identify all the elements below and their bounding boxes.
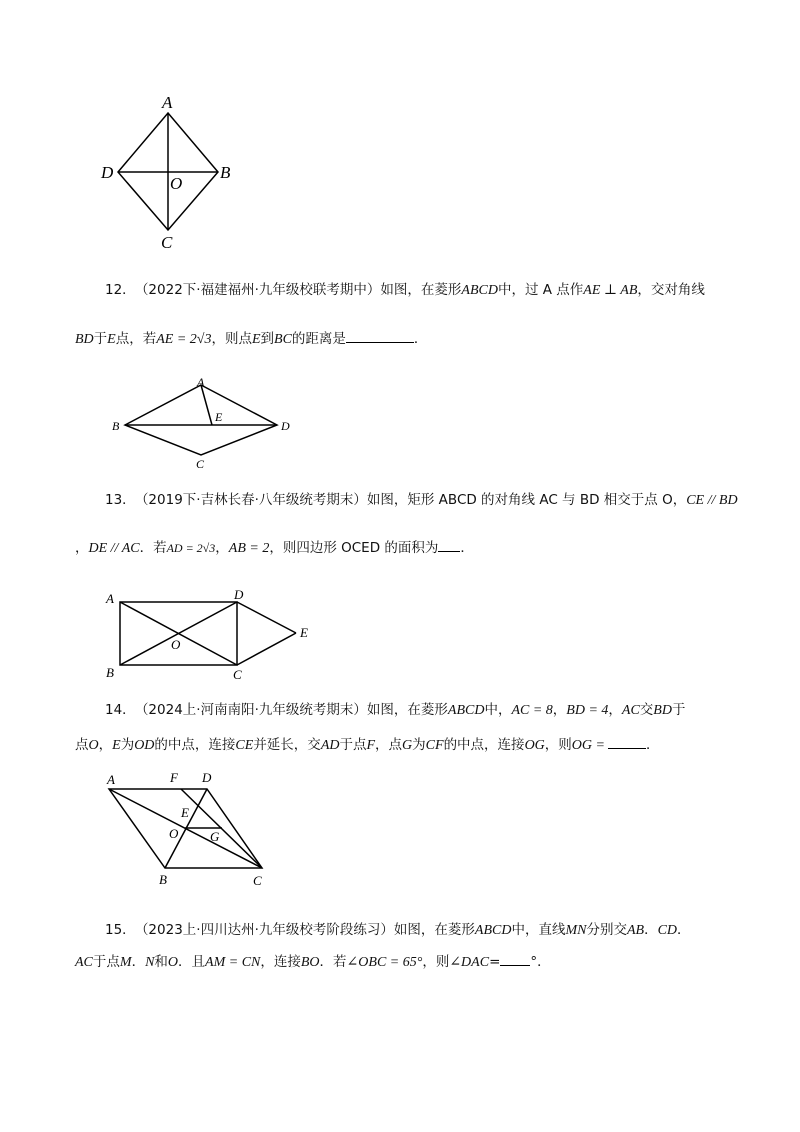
math: CD	[657, 923, 678, 938]
question-number: 13．	[105, 492, 136, 508]
text: 如图，在菱形	[380, 282, 462, 298]
text: 于	[671, 702, 686, 718]
math: BD	[75, 332, 94, 347]
text: ，连接	[260, 954, 301, 970]
rhombus-figure-q14	[95, 765, 285, 895]
math: O	[88, 738, 99, 753]
text: ，	[98, 737, 113, 753]
answer-blank[interactable]	[500, 952, 530, 966]
label-o: O	[169, 826, 179, 841]
math: AD = 2√3	[166, 541, 216, 555]
text: ．若	[139, 540, 167, 556]
rhombus-figure-q12	[105, 373, 305, 473]
math: AE ⊥ AB	[583, 283, 638, 298]
text: 如图，在菱形	[393, 922, 475, 938]
label-b: B	[220, 163, 231, 182]
text: 中，	[484, 702, 512, 718]
text: =	[489, 954, 501, 970]
question-13-line2	[75, 536, 474, 557]
math: OD	[134, 738, 155, 753]
text: ．	[131, 954, 146, 970]
text: 中，过 A 点作	[497, 282, 584, 298]
label-a: A	[106, 591, 114, 606]
rectangle-figure-q13	[100, 585, 330, 685]
math: BD	[653, 703, 672, 718]
math: OG	[524, 738, 545, 753]
math: O	[167, 955, 179, 970]
text: 并延长，交	[253, 737, 321, 753]
math: BC	[274, 332, 292, 347]
label-b: B	[159, 872, 167, 887]
math: AC	[621, 703, 640, 718]
text: ．且	[178, 954, 206, 970]
math: DE // AC	[88, 541, 140, 556]
text: ，则	[544, 737, 572, 753]
text: 为	[412, 737, 426, 753]
text: 于点	[339, 737, 367, 753]
text: ，则点	[211, 331, 252, 347]
math: E	[251, 332, 261, 347]
math: E	[107, 332, 116, 347]
question-number: 15．	[105, 922, 136, 938]
label-d: D	[234, 587, 244, 602]
text: ，交对角线	[637, 282, 705, 298]
math: F	[366, 738, 376, 753]
question-14-line1	[105, 698, 685, 719]
answer-blank[interactable]	[438, 538, 460, 552]
label-c: C	[233, 667, 242, 682]
text: ．	[413, 331, 428, 347]
text: ，	[552, 702, 567, 718]
answer-blank[interactable]	[608, 735, 646, 749]
label-o: O	[170, 174, 183, 193]
label-e: E	[215, 410, 223, 424]
text: ．	[644, 922, 658, 938]
math: MN	[565, 923, 587, 938]
question-14-line2	[75, 733, 659, 754]
question-13-line1	[105, 488, 738, 509]
math: AB	[626, 923, 645, 938]
segment-ae	[201, 385, 212, 425]
text: 于点	[92, 954, 120, 970]
segment-de	[237, 602, 296, 633]
math: BO	[300, 955, 320, 970]
label-f: F	[170, 770, 178, 785]
math: AC	[75, 955, 93, 970]
question-source: （2022下·福建福州·九年级校联考期中）	[141, 282, 381, 298]
text: ，则四边形 OCED 的面积为	[269, 540, 439, 556]
text: ．	[645, 737, 660, 753]
question-number: 12．	[105, 282, 136, 298]
text: 为	[120, 737, 135, 753]
text: ，点	[375, 737, 403, 753]
text: 如图，矩形 ABCD 的对角线 AC 与 BD 相交于点 O，	[366, 492, 687, 508]
text: 到	[260, 331, 275, 347]
math: ABCD	[474, 923, 512, 938]
label-d: D	[101, 163, 114, 182]
math: ∠OBC = 65°	[346, 955, 423, 970]
question-number: 14．	[105, 702, 136, 718]
label-d: D	[202, 770, 212, 785]
rhombus-outline	[125, 385, 277, 455]
text: 点	[75, 737, 89, 753]
text: ．若	[319, 954, 347, 970]
math: OG =	[571, 738, 605, 753]
text: °．	[530, 954, 551, 970]
question-source: （2019下·吉林长春·八年级统考期末）	[141, 492, 367, 508]
label-g: G	[210, 829, 220, 844]
text: ，	[608, 702, 622, 718]
question-12-line1	[105, 278, 705, 299]
label-a: A	[197, 375, 205, 389]
label-b: B	[112, 419, 120, 433]
label-b: B	[106, 665, 114, 680]
label-o: O	[171, 637, 181, 652]
text: 点，若	[115, 331, 157, 347]
text: ．	[460, 540, 474, 556]
text: 的中点，连接	[443, 737, 525, 753]
text: 中，直线	[511, 922, 566, 938]
question-source: （2023上·四川达州·九年级校考阶段练习）	[141, 922, 394, 938]
text: ，	[75, 540, 89, 556]
math: AD	[320, 738, 340, 753]
math: AM = CN	[205, 955, 261, 970]
math: AC = 8	[511, 703, 553, 718]
text: 如图，在菱形	[366, 702, 448, 718]
rhombus-figure-q11	[95, 90, 245, 260]
text: 的中点，连接	[154, 737, 236, 753]
label-a: A	[162, 93, 173, 112]
math: AB = 2	[228, 541, 270, 556]
math: E	[112, 738, 121, 753]
math: ∠DAC	[449, 955, 490, 970]
segment-ce	[237, 633, 296, 665]
text: 的距离是	[291, 331, 346, 347]
text: ．	[677, 922, 691, 938]
math: N	[145, 955, 155, 970]
label-c: C	[161, 233, 173, 252]
text: ，	[215, 540, 229, 556]
label-e: E	[300, 625, 308, 640]
label-e: E	[181, 805, 189, 820]
question-15-line1	[105, 918, 691, 939]
text: ，则	[422, 954, 450, 970]
answer-blank[interactable]	[346, 329, 414, 343]
math: AE = 2√3	[156, 332, 212, 347]
math: ABCD	[461, 283, 498, 298]
question-12-line2	[75, 327, 427, 348]
math: M	[119, 955, 132, 970]
label-a: A	[107, 772, 115, 787]
text: 分别交	[586, 922, 627, 938]
text: 于	[93, 331, 108, 347]
math: BD = 4	[566, 703, 609, 718]
text: 交	[639, 702, 654, 718]
math: CF	[425, 738, 444, 753]
label-d: D	[281, 419, 290, 433]
question-15-line2	[75, 950, 551, 971]
question-source: （2024上·河南南阳·九年级统考期末）	[141, 702, 367, 718]
text: 和	[154, 954, 168, 970]
math: CE // BD	[686, 493, 738, 508]
label-c: C	[196, 457, 205, 471]
math: ABCD	[447, 703, 485, 718]
label-c: C	[253, 873, 262, 888]
math: CE	[235, 738, 254, 753]
math: G	[402, 738, 413, 753]
